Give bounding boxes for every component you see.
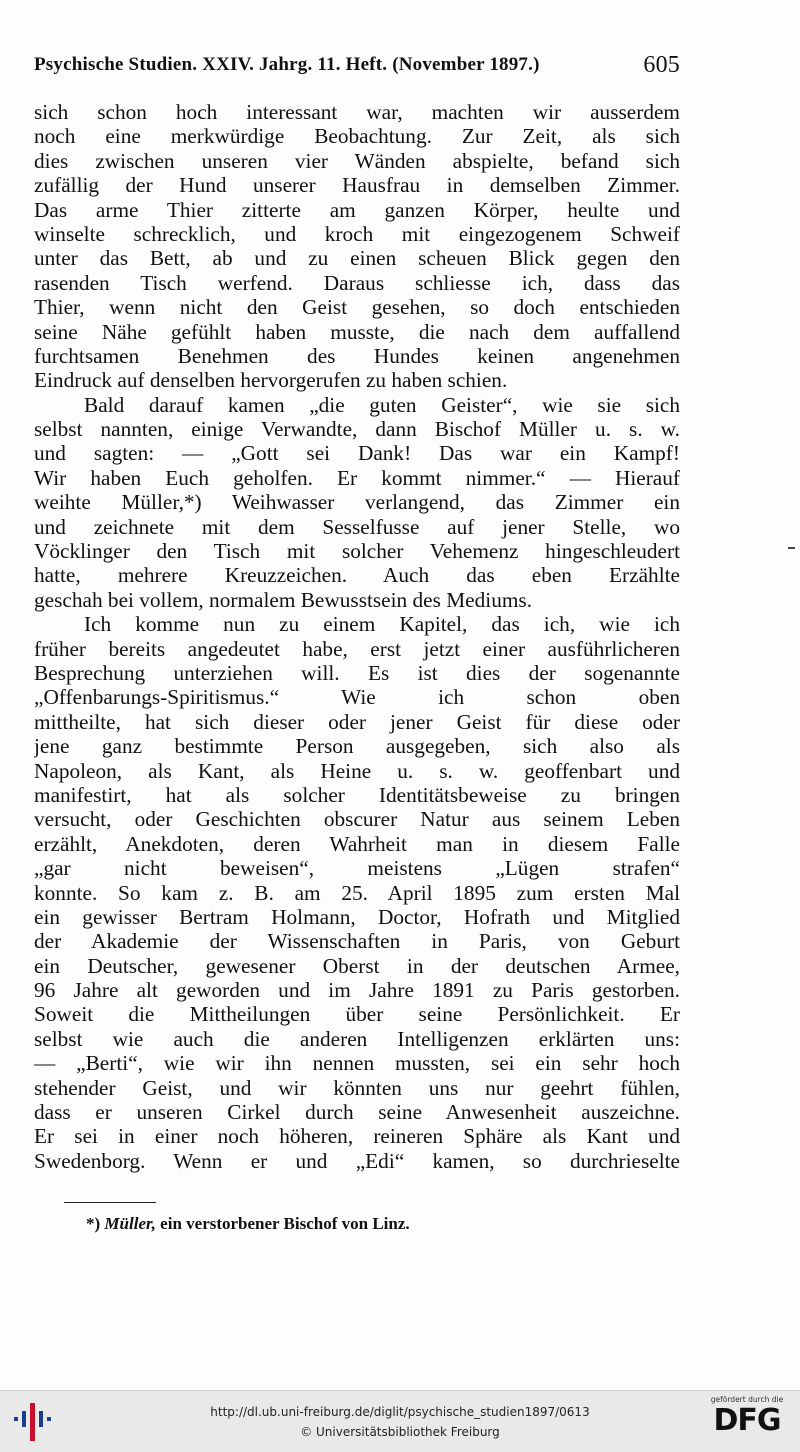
text-line: jene ganz bestimmte Person ausgegeben, sich also als [34,734,680,759]
text-line: ein gewisser Bertram Holmann, Doctor, Hofrath und Mitglied [34,904,680,929]
text-line: der Akademie der Wissenschaften in Paris, von Geburt [34,929,680,954]
text-line: noch eine merkwürdige Beobachtung. Zur Zeit, als sich [34,124,680,149]
text-line: Besprechung unterziehen will. Es ist dies der sogenannte [34,660,680,685]
text-line: furchtsamen Benehmen des Hundes keinen angenehmen [34,343,680,368]
body-text [34,100,680,1173]
text-line: selbst wie auch die anderen Intelligenzen erklärten uns: [34,1026,680,1051]
footnote-rule [64,1202,156,1203]
dfg-logo-text: DFG [713,1403,781,1438]
text-line: Ich komme nun zu einem Kapitel, das ich, wie ich [84,612,680,637]
permalink-url[interactable]: http://dl.ub.uni-freiburg.de/diglit/psychische_studien1897/0613 [210,1405,590,1419]
text-line: 96 Jahre alt geworden und im Jahre 1891 zu Paris gestorben. [34,978,680,1003]
dfg-logo [702,1395,792,1438]
text-line: weihte Müller,*) Weihwasser verlangend, das Zimmer ein [34,490,680,515]
text-line: hatte, mehrere Kreuzzeichen. Auch das eben Erzählte [34,563,680,588]
margin-mark [788,547,795,549]
text-line: stehender Geist, und wir könnten uns nur geehrt fühlen, [34,1075,680,1100]
text-line: früher bereits angedeutet habe, erst jetzt einer ausführlicheren [34,636,680,661]
text-line: unter das Bett, ab und zu einen scheuen Blick gegen den [34,246,680,271]
text-line: Thier, wenn nicht den Geist gesehen, so doch entschieden [34,295,680,320]
running-header [34,52,680,84]
running-title: Psychische Studien. XXIV. Jahrg. 11. Heft. (November 1897.) [34,54,540,75]
text-line: mittheilte, hat sich dieser oder jener Geist für diese oder [34,709,680,734]
footnote-marker: *) [86,1214,101,1233]
text-line: seine Nähe gefühlt haben musste, die nach dem auffallend [34,319,680,344]
text-line: Soweit die Mittheilungen über seine Persönlichkeit. Er [34,1002,680,1027]
copyright-notice: © Universitätsbibliothek Freiburg [300,1425,500,1439]
text-line: konnte. So kam z. B. am 25. April 1895 zum ersten Mal [34,880,680,905]
text-line: und zeichnete mit dem Sesselfusse auf jener Stelle, wo [34,514,680,539]
text-line: erzählt, Anekdoten, deren Wahrheit man in diesem Falle [34,831,680,856]
text-line: manifestirt, hat als solcher Identitätsbeweise zu bringen [34,782,680,807]
text-line: „Offenbarungs-Spiritismus.“ Wie ich schon oben [34,685,680,710]
text-line: Napoleon, als Kant, als Heine u. s. w. geoffenbart und [34,758,680,783]
text-line: Eindruck auf denselben hervorgerufen zu haben schien. [34,368,508,393]
text-line: „gar nicht beweisen“, meistens „Lügen strafen“ [34,856,680,881]
text-line: Er sei in einer noch höheren, reineren Sphäre als Kant und [34,1124,680,1149]
text-line: geschah bei vollem, normalem Bewusstsein des Mediums. [34,587,533,612]
text-line: rasenden Tisch werfend. Daraus schliesse ich, dass das [34,270,680,295]
text-line: versucht, oder Geschichten obscurer Natur aus seinem Leben [34,807,680,832]
footnote-text: ein verstorbener Bischof von Linz. [160,1214,410,1233]
sponsor-text: gefördert durch die [710,1395,784,1404]
text-line: ein Deutscher, gewesener Oberst in der deutschen Armee, [34,953,680,978]
text-line: Vöcklinger den Tisch mit solcher Vehemenz hingeschleudert [34,539,680,564]
text-line: Wir haben Euch geholfen. Er kommt nimmer.“ — Hierauf [34,465,680,490]
text-line: und sagten: — „Gott sei Dank! Das war ein Kampf! [34,441,680,466]
text-line: dies zwischen unseren vier Wänden abspielte, befand sich [34,148,680,173]
text-line: Swedenborg. Wenn er und „Edi“ kamen, so durchrieselte [34,1148,680,1173]
viewer-footer [0,1390,800,1452]
text-line: sich schon hoch interessant war, machten wir ausserdem [34,100,680,124]
text-line: zufällig der Hund unserer Hausfrau in demselben Zimmer. [34,173,680,198]
text-line: dass er unseren Cirkel durch seine Anwesenheit auszeichne. [34,1100,680,1125]
text-line: Das arme Thier zitterte am ganzen Körper, heulte und [34,197,680,222]
footnote-name: Müller, [104,1214,156,1233]
text-line: — „Berti“, wie wir ihn nennen mussten, sei ein sehr hoch [34,1051,680,1076]
text-line: winselte schrecklich, und kroch mit eingezogenem Schweif [34,221,680,246]
text-line: Bald darauf kamen „die guten Geister“, wie sie sich [84,392,680,417]
footnote [86,1214,410,1234]
page-number: 605 [643,52,680,78]
text-line: selbst nannten, einige Verwandte, dann Bischof Müller u. s. w. [34,417,680,442]
